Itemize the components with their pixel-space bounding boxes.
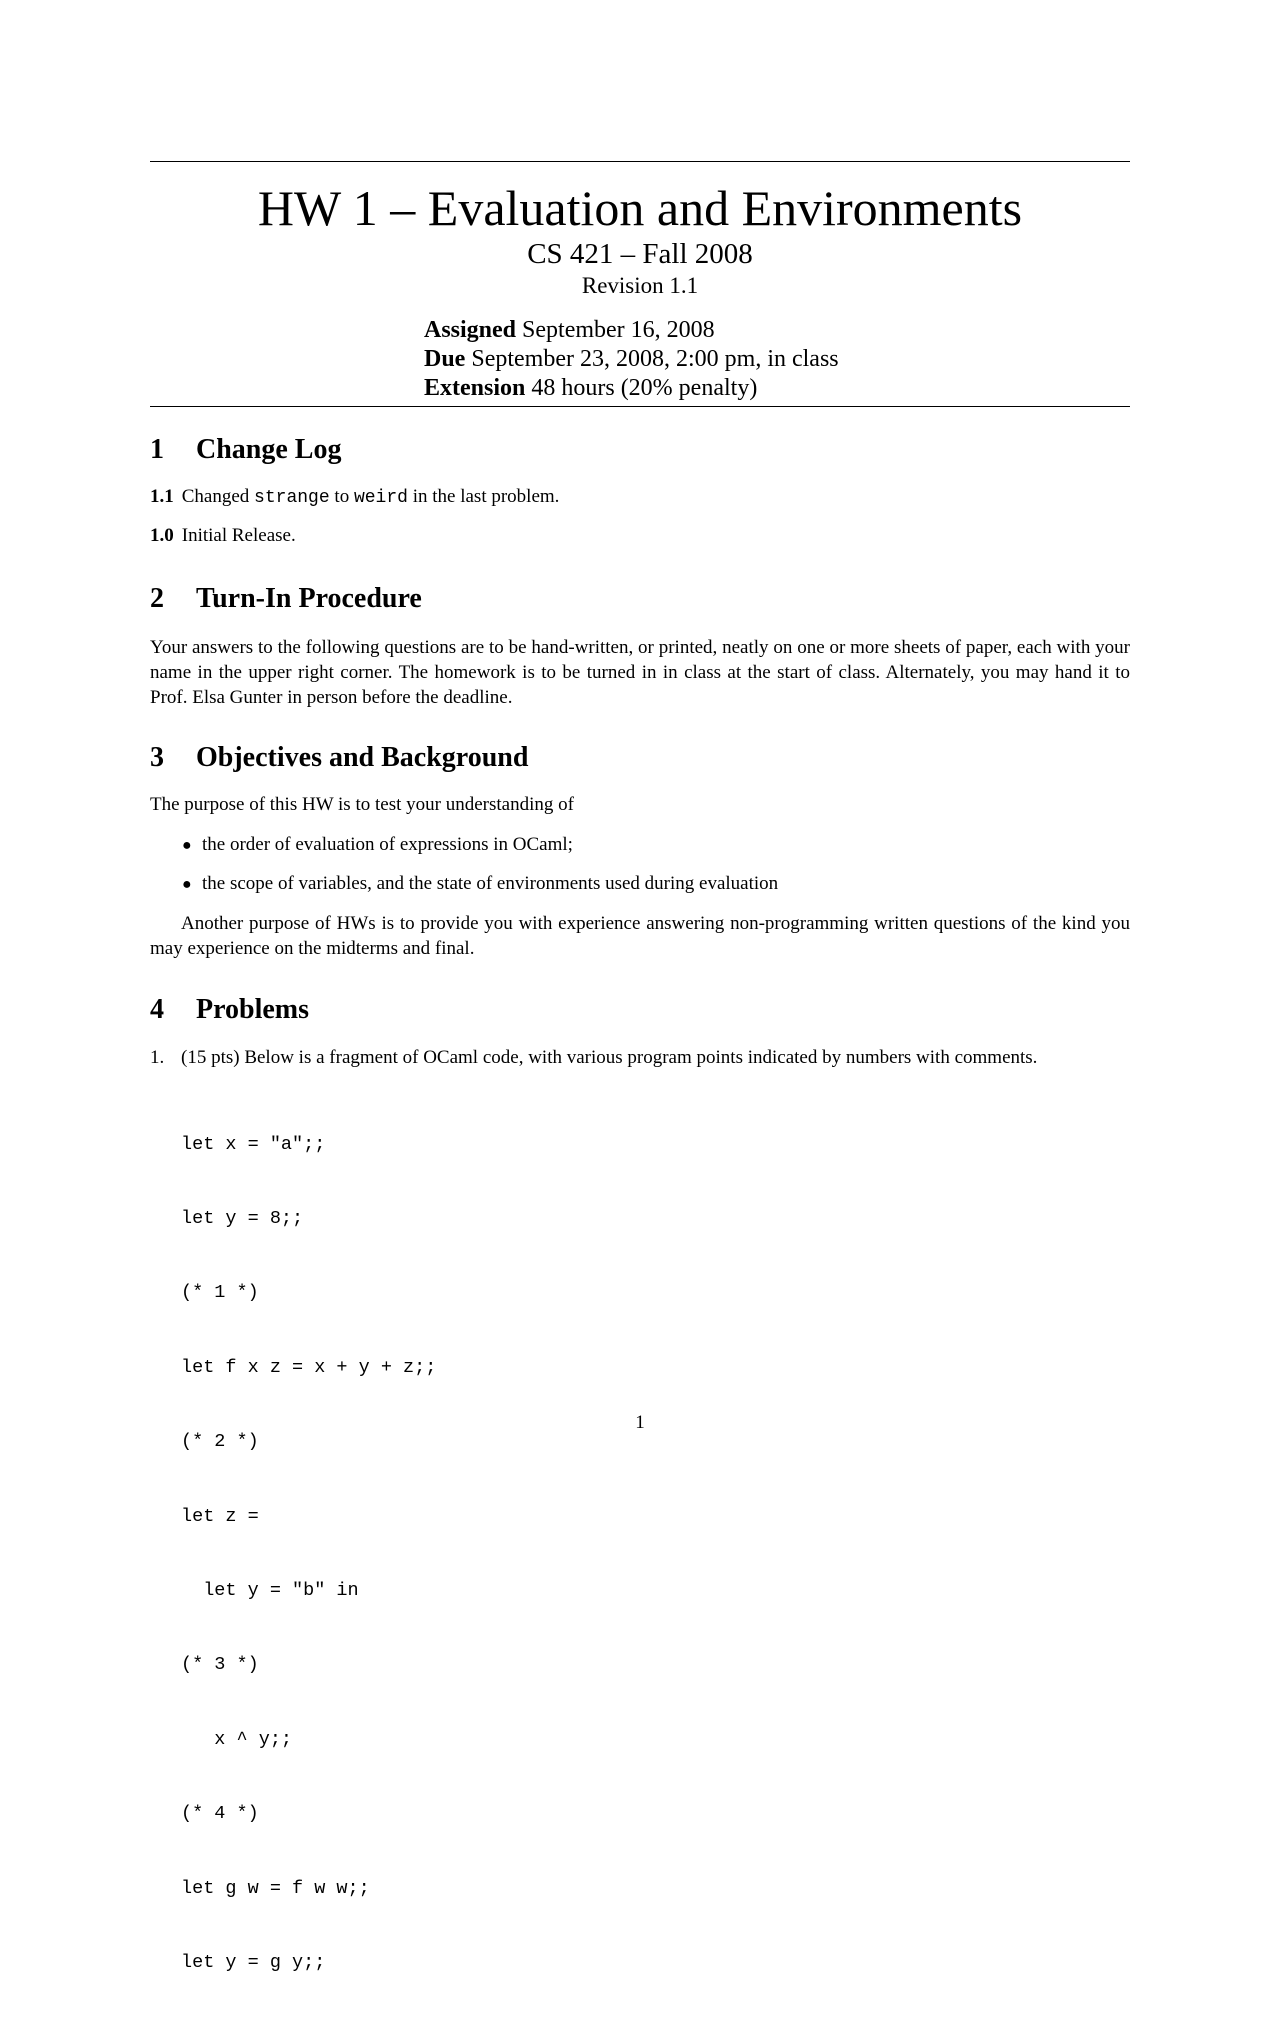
list-item [182,832,573,858]
problem-1 [150,1045,1037,1070]
turn-in-paragraph: Your answers to the following questions are to be hand-written, or printed, neatly on one or more sheets of paper, each with your name in the upper right corner. The homework is to be turned in in class at the start of class. Alternately, you may hand it to Prof. Elsa Gunter in person before the deadline. [150,637,1130,708]
changelog-text: to [334,486,350,507]
page-number: 1 [635,1412,645,1433]
document-title: HW 1 – Evaluation and Environments [257,180,1023,236]
extension-line [424,374,839,403]
code-line: (* 3 *) [181,1654,259,1676]
code-listing [181,1083,436,2025]
objectives-paragraph: Another purpose of HWs is to provide you with experience answering non-programming written questions of the kind you may experience on the midterms and final. [150,913,1130,959]
changelog-text: in the last problem. [412,486,560,507]
code-line: x ^ y;; [181,1728,293,1750]
section-heading-change-log [150,433,341,467]
section-number: 4 [150,994,164,1025]
bullet-icon: ● [182,837,192,854]
code-line: let y = "b" in [181,1579,359,1601]
section-heading-turn-in [150,582,422,616]
changelog-text: Initial Release. [181,525,296,546]
section-title: Objectives and Background [196,742,529,773]
changelog-entry [150,523,296,548]
code-line: let z = [181,1505,259,1527]
problem-number: 1. [150,1047,165,1068]
due-line [424,345,839,374]
code-line: let y = g y;; [181,1951,326,1973]
dates-block [424,316,839,403]
code-line: (* 2 *) [181,1431,259,1453]
list-item [182,871,778,897]
code-term: strange [254,488,330,508]
extension-value: 48 hours (20% penalty) [531,375,758,401]
section-number: 2 [150,583,164,614]
assigned-value: September 16, 2008 [522,317,715,343]
code-term: weird [353,488,408,508]
list-item-text: the order of evaluation of expressions in OCaml; [202,834,573,855]
top-rule [150,161,1130,162]
assigned-label: Assigned [424,317,517,343]
code-line: let y = 8;; [181,1207,304,1229]
section-number: 1 [150,434,164,465]
assigned-line [424,316,839,345]
course-line: CS 421 – Fall 2008 [527,238,753,270]
due-value: September 23, 2008, 2:00 pm, in class [471,346,839,372]
section-heading-problems [150,993,309,1027]
due-label: Due [424,346,466,372]
section-title: Change Log [196,434,342,465]
section-heading-objectives [150,741,528,775]
problem-text: (15 pts) Below is a fragment of OCaml code, with various program points indicated by numbers with comments. [181,1047,1038,1068]
section-title: Turn-In Procedure [196,583,422,614]
section-title: Problems [196,994,310,1025]
changelog-version: 1.1 [150,486,174,507]
document-page [150,0,1130,1973]
extension-label: Extension [424,375,526,401]
header-bottom-rule [150,406,1130,407]
list-item-text: the scope of variables, and the state of environments used during evaluation [202,873,779,894]
changelog-text: Changed [181,486,250,507]
code-line: let x = "a";; [181,1133,326,1155]
code-line: (* 1 *) [181,1282,259,1304]
code-line: let g w = f w w;; [181,1877,370,1899]
code-line: (* 4 *) [181,1803,259,1825]
revision-line: Revision 1.1 [581,273,699,298]
code-line: let f x z = x + y + z;; [181,1356,437,1378]
changelog-version: 1.0 [150,525,174,546]
section-number: 3 [150,742,164,773]
changelog-entry [150,484,559,511]
objectives-intro: The purpose of this HW is to test your understanding of [150,794,574,815]
bullet-icon: ● [182,876,192,893]
